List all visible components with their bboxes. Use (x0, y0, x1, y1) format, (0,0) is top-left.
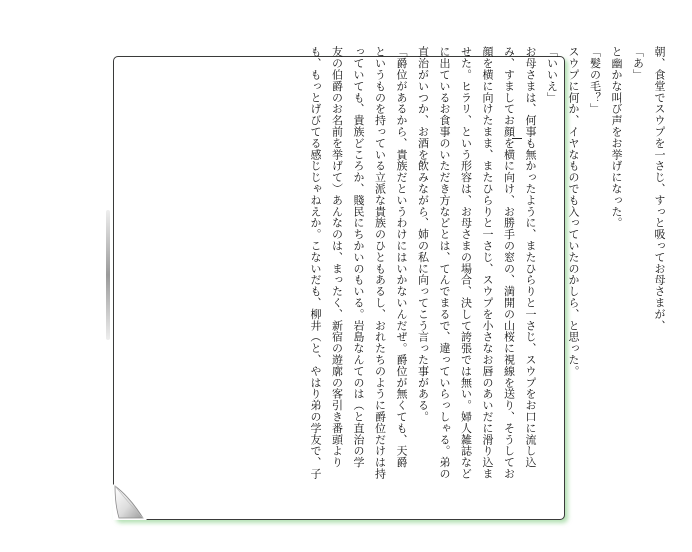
vertical-text-body (305, 46, 671, 480)
text-line: 「髪の毛？」 (588, 46, 602, 115)
text-line: 「いいえ」 (545, 46, 559, 103)
text-line: 「爵位があるから、貴族だというわけにはいかないんだぜ。爵位が無くても、天爵 (395, 46, 408, 468)
page-stack-edge (106, 210, 110, 340)
text-line: と幽かな叫び声をお挙げになった。 (610, 46, 623, 229)
text-line: 朝、食堂でスウプを一さじ、すっと吸ってお母さまが、 (653, 46, 666, 331)
text-line: に出ているお食事のいただき方などとは、てんでまるで、違っていらっしゃる。弟の (438, 46, 451, 480)
text-line: せた。ヒラリ、という形容は、お母さまの場合、決して誇張では無い。婦人雑誌など (459, 46, 473, 480)
page-curl-turn-corner[interactable] (113, 484, 147, 520)
text-line: み、すましてお顔を横に向け、お勝手の窓の、満開の山桜に視線を送り、そうしてお (502, 46, 516, 480)
page-curl-icon (113, 484, 147, 520)
text-line: 顔を横に向けたまま、またひらりと一さじ、スウプを小さなお唇のあいだに滑り込ま (481, 46, 494, 480)
text-line: 直治がいつか、お酒を飲みながら、姉の私に向ってこう言った事がある。 (416, 46, 430, 423)
text-line: 「あ」 (631, 46, 645, 81)
text-line: も、もっとげびてる感じじゃねえか。こないだも、柳井（と、やはり弟の学友で、子 (309, 46, 322, 480)
text-line: お母さまは、何事も無かったように、またひらりと一さじ、スウプをお口に流し込 (524, 46, 537, 468)
text-line: っていても、貴族どころか、賤民にちかいのもいる。岩島なんてのは（と直治の学 (352, 46, 365, 468)
text-line: というものを持っている立派な貴族のひともあるし、おれたちのように爵位だけは持 (373, 46, 387, 480)
text-line: 友の伯爵のお名前を挙げて）あんなのは、まったく、新宿の遊廓の客引き番頭より (330, 46, 344, 468)
text-line: スウプに何か、イヤなものでも入っていたのかしら、と思った。 (567, 46, 580, 377)
